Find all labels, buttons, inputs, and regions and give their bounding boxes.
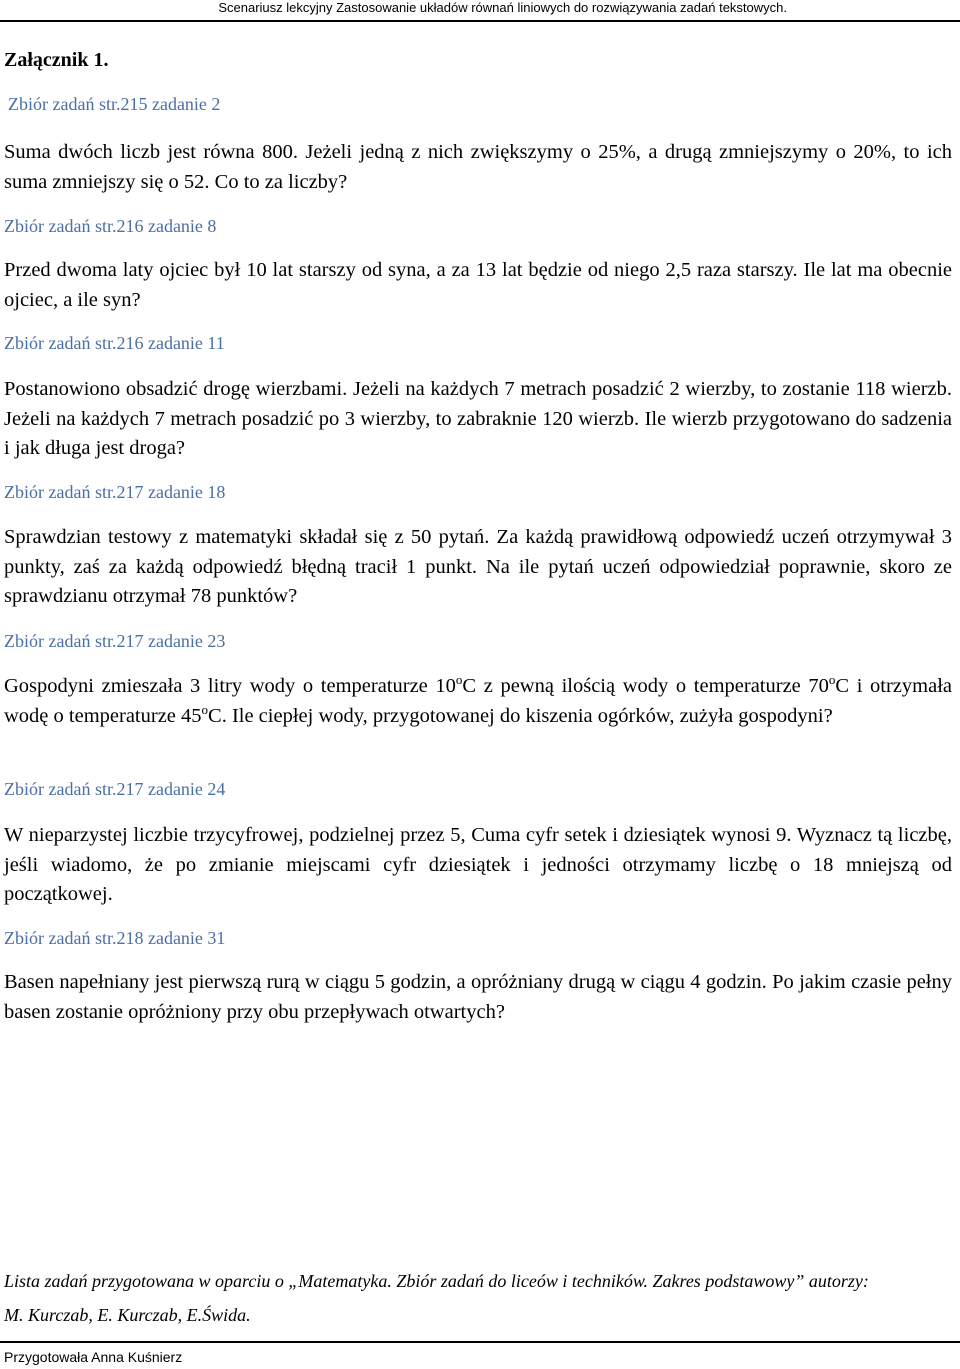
- attachment-title: Załącznik 1.: [4, 49, 109, 71]
- task-text: Suma dwóch liczb jest równa 800. Jeżeli jedną z nich zwiększymy o 25%, a drugą zmniejszymy o 20%, to ich suma zmniejszy się o 52. Co to za liczby?: [4, 141, 952, 193]
- task-text: Przed dwoma laty ojciec był 10 lat starszy od syna, a za 13 lat będzie od niego 2,5 raza starszy. Ile lat ma obecnie ojciec, a ile syn?: [4, 259, 952, 311]
- task-text: [4, 672, 952, 731]
- task-source: Zbiór zadań str.215 zadanie 2: [8, 94, 221, 114]
- task-source: Zbiór zadań str.216 zadanie 11: [4, 333, 225, 353]
- footer-rule: [0, 1341, 960, 1343]
- degree-superscript: o: [828, 672, 836, 688]
- degree-superscript: o: [201, 701, 209, 717]
- task-source: Zbiór zadań str.217 zadanie 18: [4, 482, 226, 502]
- source-footnote: Lista zadań przygotowana w oparciu o „Matematyka. Zbiór zadań do liceów i techników. Zakres podstawowy” autorzy: M. Kurczab, E. Kurczab, E.Świda.: [4, 1271, 869, 1325]
- task-source: Zbiór zadań str.216 zadanie 8: [4, 216, 217, 236]
- task-source: Zbiór zadań str.217 zadanie 24: [4, 779, 226, 799]
- footer-author: Przygotowała Anna Kuśnierz: [4, 1349, 183, 1365]
- page-header: [0, 0, 960, 24]
- task-text: Postanowiono obsadzić drogę wierzbami. Jeżeli na każdych 7 metrach posadzić 2 wierzby, to zostanie 118 wierzb. Jeżeli na każdych 7 metrach posadzić po 3 wierzby, to zabraknie 120 wierzb. Ile wierzb przygotowano do sadzenia i jak długa jest droga?: [4, 378, 952, 459]
- degree-superscript: o: [455, 672, 463, 688]
- task-source: Zbiór zadań str.218 zadanie 31: [4, 928, 226, 948]
- task-text: W nieparzystej liczbie trzycyfrowej, podzielnej przez 5, Cuma cyfr setek i dziesiątek wynosi 9. Wyznacz tą liczbę, jeśli wiadomo, że po zmianie miejscami cyfr dziesiątek i jedności otrzymamy liczbę o 18 mniejszą od początkowej.: [4, 824, 952, 905]
- task-text-part: C z pewną ilością wody o temperaturze 70: [462, 675, 829, 697]
- task-source: Zbiór zadań str.217 zadanie 23: [4, 631, 226, 651]
- task-text-part: C. Ile ciepłej wody, przygotowanej do kiszenia ogórków, zużyła gospodyni?: [208, 704, 833, 727]
- task-text-part: Gospodyni zmieszała 3 litry wody o temperaturze 10: [4, 675, 456, 697]
- task-text: Basen napełniany jest pierwszą rurą w ciągu 5 godzin, a opróżniany drugą w ciągu 4 godzin. Po jakim czasie pełny basen zostanie opróżniony przy obu przepływach otwartych?: [4, 971, 952, 1023]
- header-rule: [0, 20, 960, 22]
- header-title: Scenariusz lekcyjny Zastosowanie układów równań liniowych do rozwiązywania zadań tekstowych.: [218, 0, 787, 15]
- task-text: Sprawdzian testowy z matematyki składał się z 50 pytań. Za każdą prawidłową odpowiedź uczeń otrzymywał 3 punkty, zaś za każdą odpowiedź błędną tracił 1 punkt. Na ile pytań uczeń odpowiedział poprawnie, skoro ze sprawdzianu otrzymał 78 punktów?: [4, 526, 952, 607]
- task-text-part: C i otrzymała wodę o temperaturze 45: [4, 675, 952, 727]
